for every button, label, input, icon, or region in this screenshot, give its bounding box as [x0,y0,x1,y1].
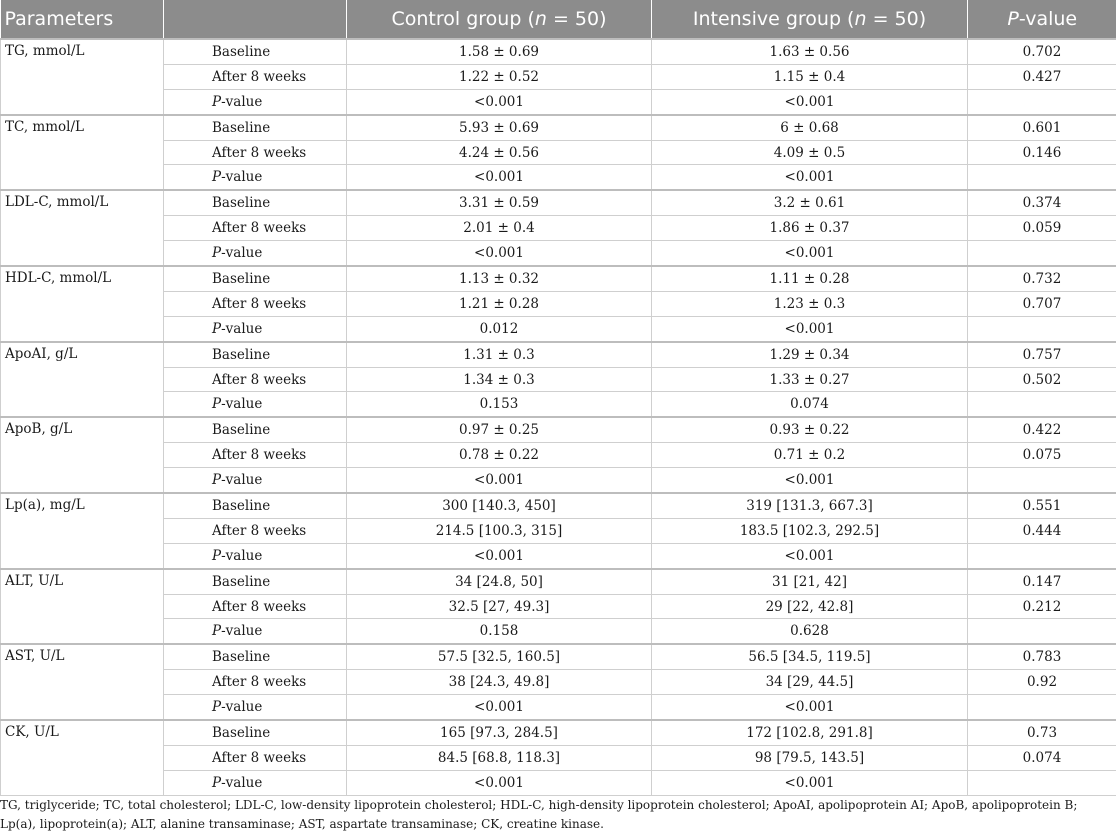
table-header-row [1,0,1116,39]
pvalue-row-label [164,619,347,644]
intensive-value: 1.29 ± 0.34 [652,342,968,367]
table-row [1,115,1116,140]
pvalue-value [968,770,1116,795]
table-row [1,190,1116,215]
timepoint-label: After 8 weeks [164,670,347,695]
timepoint-label: After 8 weeks [164,216,347,241]
intensive-value: 172 [102.8, 291.8] [652,720,968,745]
table-row [1,695,1116,720]
table-row [1,468,1116,493]
pvalue-row-label-p: P [212,93,222,110]
pvalue-value [968,392,1116,417]
table-row [1,165,1116,190]
header-parameters: Parameters [1,0,164,39]
pvalue-value: 0.551 [968,493,1116,518]
parameter-name: TC, mmol/L [1,115,164,191]
pvalue-value: 0.374 [968,190,1116,215]
timepoint-label: After 8 weeks [164,443,347,468]
pvalue-value: 0.92 [968,670,1116,695]
table-row [1,493,1116,518]
table-row [1,291,1116,316]
pvalue-row-label [164,392,347,417]
table-row [1,518,1116,543]
control-value: 32.5 [27, 49.3] [347,594,652,619]
control-value: 1.58 ± 0.69 [347,39,652,64]
intensive-value: 0.71 ± 0.2 [652,443,968,468]
pvalue-row-label-suffix: -value [221,623,263,640]
pvalue-row-label [164,89,347,114]
table-row [1,720,1116,745]
intensive-value: 29 [22, 42.8] [652,594,968,619]
control-value: 4.24 ± 0.56 [347,140,652,165]
pvalue-row-label [164,543,347,568]
intensive-value: 183.5 [102.3, 292.5] [652,518,968,543]
parameter-name: ApoAI, g/L [1,342,164,418]
control-value: 34 [24.8, 50] [347,569,652,594]
table-row [1,392,1116,417]
table-row [1,216,1116,241]
timepoint-label: After 8 weeks [164,367,347,392]
pvalue-row-label-suffix: -value [221,472,263,489]
header-intensive-suffix: = 50) [866,8,927,30]
parameter-name: ALT, U/L [1,569,164,645]
intensive-value: 0.93 ± 0.22 [652,417,968,442]
parameter-name: HDL-C, mmol/L [1,266,164,342]
parameter-name: CK, U/L [1,720,164,795]
intensive-value: <0.001 [652,695,968,720]
pvalue-value: 0.212 [968,594,1116,619]
intensive-value: 6 ± 0.68 [652,115,968,140]
pvalue-row-label-p: P [212,320,222,337]
timepoint-label: Baseline [164,569,347,594]
control-value: 5.93 ± 0.69 [347,115,652,140]
pvalue-row-label-p: P [212,396,222,413]
table-row [1,644,1116,669]
table-row [1,417,1116,442]
table-row [1,64,1116,89]
table-row [1,39,1116,64]
pvalue-row-label-p: P [212,245,222,262]
intensive-value: 0.074 [652,392,968,417]
table-body [1,39,1116,795]
pvalue-value: 0.702 [968,39,1116,64]
control-value: 1.34 ± 0.3 [347,367,652,392]
control-value: <0.001 [347,89,652,114]
pvalue-value: 0.059 [968,216,1116,241]
pvalue-value [968,89,1116,114]
pvalue-row-label [164,695,347,720]
pvalue-value: 0.422 [968,417,1116,442]
intensive-value: 98 [79.5, 143.5] [652,745,968,770]
pvalue-row-label-suffix: -value [221,699,263,716]
intensive-value: <0.001 [652,89,968,114]
table-footnote: TG, triglyceride; TC, total cholesterol; LDL-C, low-density lipoprotein cholesterol; HDL-C, high-density lipoprotein cholesterol; ApoAI, apolipoprotein AI; ApoB, apolipoprotein B; Lp(a), lipoprotein(a); ALT, alanine transaminase; AST, aspartate transaminase; CK, creatine kinase. [0,798,1078,831]
table-row [1,569,1116,594]
timepoint-label: After 8 weeks [164,64,347,89]
header-pvalue-suffix: -value [1018,8,1078,30]
pvalue-row-label [164,316,347,341]
intensive-value: 3.2 ± 0.61 [652,190,968,215]
pvalue-row-label-suffix: -value [221,320,263,337]
table-row [1,316,1116,341]
header-timepoint [164,0,347,39]
control-value: 0.97 ± 0.25 [347,417,652,442]
header-control-suffix: = 50) [546,8,607,30]
header-pvalue [968,0,1116,39]
pvalue-value [968,468,1116,493]
table-row [1,543,1116,568]
timepoint-label: Baseline [164,493,347,518]
intensive-value: <0.001 [652,468,968,493]
pvalue-row-label-suffix: -value [221,93,263,110]
pvalue-value [968,241,1116,266]
pvalue-row-label-p: P [212,774,222,791]
intensive-value: <0.001 [652,770,968,795]
pvalue-value: 0.444 [968,518,1116,543]
pvalue-value: 0.427 [968,64,1116,89]
pvalue-value: 0.707 [968,291,1116,316]
pvalue-value: 0.147 [968,569,1116,594]
table-row [1,670,1116,695]
timepoint-label: Baseline [164,190,347,215]
pvalue-row-label-suffix: -value [221,396,263,413]
pvalue-row-label-p: P [212,169,222,186]
table-row [1,619,1116,644]
timepoint-label: After 8 weeks [164,594,347,619]
intensive-value: 319 [131.3, 667.3] [652,493,968,518]
pvalue-value: 0.783 [968,644,1116,669]
control-value: 57.5 [32.5, 160.5] [347,644,652,669]
pvalue-row-label-suffix: -value [221,774,263,791]
control-value: 3.31 ± 0.59 [347,190,652,215]
timepoint-label: After 8 weeks [164,291,347,316]
pvalue-value [968,543,1116,568]
control-value: 84.5 [68.8, 118.3] [347,745,652,770]
table-row [1,770,1116,795]
header-control-n: n [534,8,547,30]
timepoint-label: After 8 weeks [164,140,347,165]
intensive-value: 1.11 ± 0.28 [652,266,968,291]
pvalue-value [968,695,1116,720]
table-row [1,367,1116,392]
control-value: <0.001 [347,165,652,190]
table-row [1,266,1116,291]
pvalue-value: 0.757 [968,342,1116,367]
control-value: 0.153 [347,392,652,417]
pvalue-value [968,619,1116,644]
control-value: 38 [24.3, 49.8] [347,670,652,695]
pvalue-row-label-p: P [212,472,222,489]
intensive-value: 56.5 [34.5, 119.5] [652,644,968,669]
timepoint-label: Baseline [164,266,347,291]
table-row [1,89,1116,114]
parameter-name: Lp(a), mg/L [1,493,164,569]
header-intensive-n: n [854,8,867,30]
pvalue-value: 0.146 [968,140,1116,165]
table-row [1,241,1116,266]
pvalue-value: 0.074 [968,745,1116,770]
timepoint-label: Baseline [164,39,347,64]
control-value: 300 [140.3, 450] [347,493,652,518]
pvalue-row-label-p: P [212,699,222,716]
pvalue-row-label-suffix: -value [221,245,263,262]
pvalue-row-label [164,241,347,266]
intensive-value: <0.001 [652,165,968,190]
timepoint-label: Baseline [164,720,347,745]
timepoint-label: Baseline [164,644,347,669]
pvalue-row-label [164,165,347,190]
control-value: 0.158 [347,619,652,644]
pvalue-row-label-suffix: -value [221,547,263,564]
intensive-value: 34 [29, 44.5] [652,670,968,695]
timepoint-label: After 8 weeks [164,518,347,543]
parameter-name: LDL-C, mmol/L [1,190,164,266]
control-value: <0.001 [347,241,652,266]
pvalue-value: 0.732 [968,266,1116,291]
control-value: 0.012 [347,316,652,341]
intensive-value: 1.86 ± 0.37 [652,216,968,241]
control-value: 165 [97.3, 284.5] [347,720,652,745]
intensive-value: 1.15 ± 0.4 [652,64,968,89]
timepoint-label: Baseline [164,115,347,140]
pvalue-value [968,165,1116,190]
intensive-value: 1.23 ± 0.3 [652,291,968,316]
pvalue-row-label-p: P [212,547,222,564]
intensive-value: 0.628 [652,619,968,644]
header-control-prefix: Control group ( [391,8,535,30]
pvalue-row-label [164,770,347,795]
table-row [1,140,1116,165]
header-control-group [347,0,652,39]
intensive-value: 1.63 ± 0.56 [652,39,968,64]
header-intensive-prefix: Intensive group ( [692,8,855,30]
intensive-value: <0.001 [652,316,968,341]
control-value: 2.01 ± 0.4 [347,216,652,241]
control-value: <0.001 [347,695,652,720]
pvalue-value: 0.601 [968,115,1116,140]
table-row [1,342,1116,367]
timepoint-label: After 8 weeks [164,745,347,770]
control-value: <0.001 [347,770,652,795]
pvalue-row-label-suffix: -value [221,169,263,186]
control-value: 1.22 ± 0.52 [347,64,652,89]
parameter-name: TG, mmol/L [1,39,164,115]
table-row [1,745,1116,770]
header-pvalue-p: P [1007,8,1019,30]
intensive-value: 31 [21, 42] [652,569,968,594]
control-value: 214.5 [100.3, 315] [347,518,652,543]
pvalue-row-label-p: P [212,623,222,640]
pvalue-value: 0.075 [968,443,1116,468]
timepoint-label: Baseline [164,417,347,442]
table-row [1,594,1116,619]
control-value: <0.001 [347,468,652,493]
parameter-name: ApoB, g/L [1,417,164,493]
parameter-name: AST, U/L [1,644,164,720]
intensive-value: 4.09 ± 0.5 [652,140,968,165]
intensive-value: <0.001 [652,543,968,568]
table-row [1,443,1116,468]
control-value: <0.001 [347,543,652,568]
intensive-value: 1.33 ± 0.27 [652,367,968,392]
control-value: 1.31 ± 0.3 [347,342,652,367]
control-value: 1.13 ± 0.32 [347,266,652,291]
timepoint-label: Baseline [164,342,347,367]
intensive-value: <0.001 [652,241,968,266]
pvalue-value [968,316,1116,341]
pvalue-row-label [164,468,347,493]
pvalue-value: 0.502 [968,367,1116,392]
control-value: 0.78 ± 0.22 [347,443,652,468]
control-value: 1.21 ± 0.28 [347,291,652,316]
header-intensive-group [652,0,968,39]
pvalue-value: 0.73 [968,720,1116,745]
